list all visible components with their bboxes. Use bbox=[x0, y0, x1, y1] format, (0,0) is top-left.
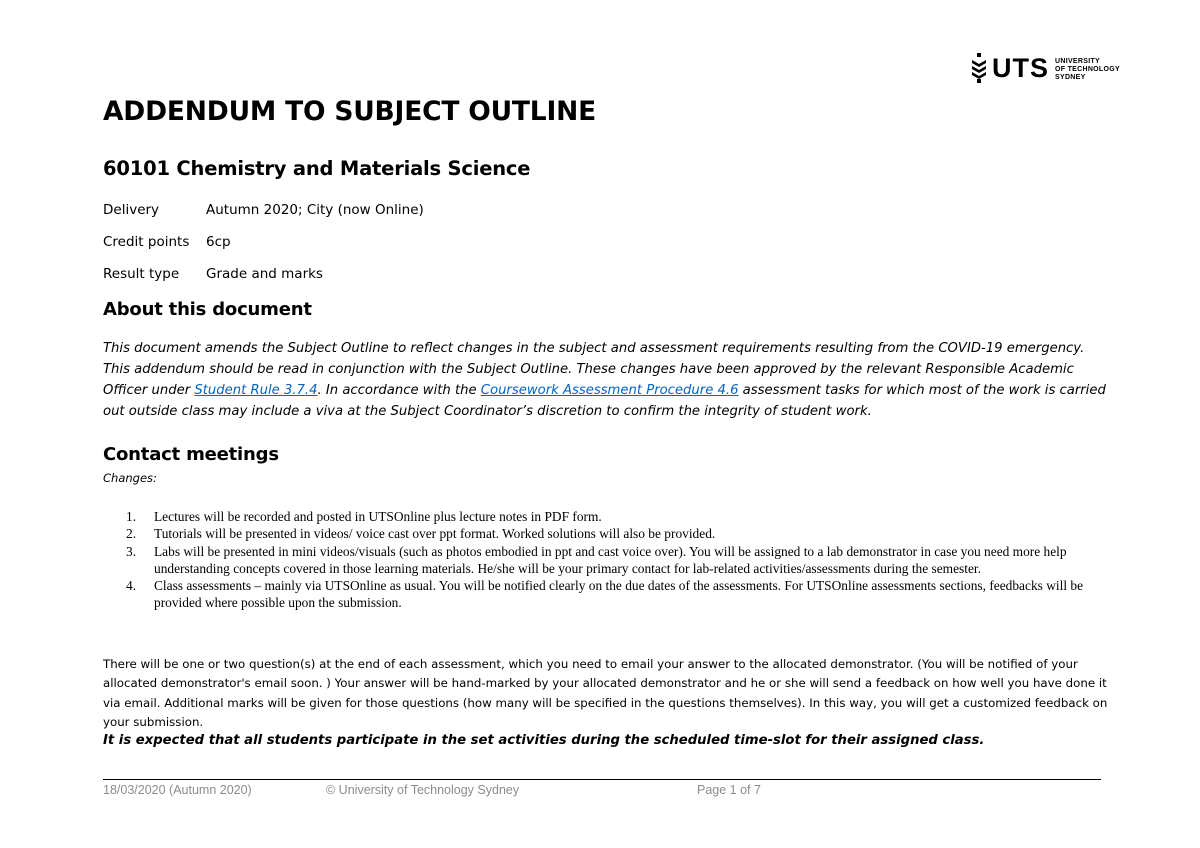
footer-divider bbox=[103, 779, 1101, 780]
list-item: 2. Tutorials will be presented in videos/ voice cast over ppt format. Worked solutions will also be provided. bbox=[126, 526, 716, 542]
footer-date: 18/03/2020 (Autumn 2020) bbox=[103, 783, 252, 797]
logo-wordmark: UTS bbox=[992, 53, 1049, 83]
expectation-statement: It is expected that all students participate in the set activities during the scheduled time-slot for their assigned class. bbox=[103, 733, 985, 748]
contact-heading: Contact meetings bbox=[103, 444, 279, 465]
coursework-procedure-link[interactable]: Coursework Assessment Procedure 4.6 bbox=[480, 383, 739, 398]
list-item: 3. Labs will be presented in mini videos/visuals (such as photos embodied in ppt and cast voice over). You will be assigned to a lab demonstrator in case you need more help understanding concepts covered in those learning materials. He/she will be your primary contact for lab-related activities/assessments during the semester. bbox=[126, 543, 1067, 576]
uts-crest-icon bbox=[970, 52, 988, 84]
document-title: ADDENDUM TO SUBJECT OUTLINE bbox=[103, 96, 596, 127]
list-item: 1. Lectures will be recorded and posted in UTSOnline plus lecture notes in PDF form. bbox=[126, 509, 602, 524]
student-rule-link[interactable]: Student Rule 3.7.4 bbox=[194, 383, 318, 398]
meta-key: Delivery bbox=[103, 202, 160, 218]
uts-logo bbox=[970, 50, 1120, 90]
footer-copyright: © University of Technology Sydney bbox=[326, 783, 520, 797]
meta-key: Result type bbox=[103, 266, 180, 282]
about-paragraph: This document amends the Subject Outline to reflect changes in the subject and assessment requirements resulting from the COVID-19 emergency. This addendum should be read in conjunction with the Subject Outline. These changes have been approved by the relevant Responsible Academic Officer under Student Rule 3.7.4. In accordance with the Coursework Assessment Procedure 4.6 assessment tasks for which most of the work is carried out outside class may include a viva at the Subject Coordinator’s discretion to confirm the integrity of student work. bbox=[103, 341, 1106, 419]
changes-label: Changes: bbox=[103, 471, 157, 485]
meta-value: Grade and marks bbox=[206, 266, 323, 282]
list-item: 4. Class assessments – mainly via UTSOnline as usual. You will be notified clearly on the due dates of the assessments. For UTSOnline assessments sections, feedbacks will be provided where possible upon the submission. bbox=[126, 578, 1084, 611]
logo-subtitle: UNIVERSITY OF TECHNOLOGY SYDNEY bbox=[1055, 58, 1120, 81]
meta-value: Autumn 2020; City (now Online) bbox=[206, 202, 424, 218]
changes-list bbox=[118, 508, 1103, 612]
assessment-paragraph: There will be one or two question(s) at the end of each assessment, which you need to email your answer to the allocated demonstrator. (You will be notified of your allocated demonstrator's email soon. ) Your answer will be hand-marked by your allocated demonstrator and he or she will send a feedback on how well you have done it via email. Additional marks will be given for those questions (how many will be specified in the questions themselves). In this way, you will get a customized feedback on your submission. bbox=[103, 657, 1108, 730]
subject-title: 60101 Chemistry and Materials Science bbox=[103, 157, 531, 180]
meta-key: Credit points bbox=[103, 234, 190, 250]
footer-page-number: Page 1 of 7 bbox=[697, 783, 761, 797]
about-heading: About this document bbox=[103, 299, 312, 320]
meta-value: 6cp bbox=[206, 234, 231, 250]
